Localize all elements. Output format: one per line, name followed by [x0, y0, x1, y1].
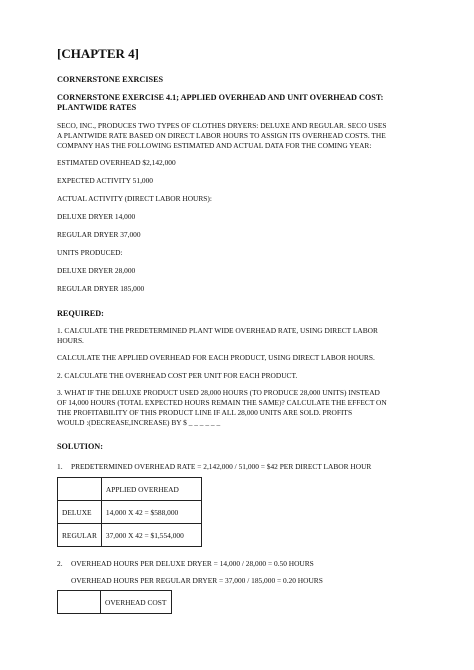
deluxe-dryer-hours: DELUXE DRYER 14,000 [57, 212, 136, 221]
solution-2-number: 2. [57, 559, 63, 568]
table-header-cell: OVERHEAD COST [101, 591, 172, 614]
required-heading: REQUIRED: [57, 309, 104, 318]
requirement-3-line-3: THE PROFITABILITY OF THIS PRODUCT LINE IF ALL 28,000 UNITS ARE SOLD. PROFITS [57, 408, 353, 417]
table-header-row [58, 478, 202, 501]
table-header-row [58, 591, 172, 614]
requirement-2: 2. CALCULATE THE OVERHEAD COST PER UNIT FOR EACH PRODUCT. [57, 371, 298, 380]
applied-overhead-table [57, 477, 202, 547]
table-corner-cell [58, 478, 102, 501]
intro-line-2: A PLANTWIDE RATE BASED ON DIRECT LABOR HOURS TO ASSIGN ITS OVERHEAD COSTS. THE [57, 131, 386, 140]
units-produced-label: UNITS PRODUCED: [57, 248, 123, 257]
solution-1-text: PREDETERMINED OVERHEAD RATE = 2,142,000 / 51,000 = $42 PER DIRECT LABOR HOUR [71, 462, 372, 471]
estimated-overhead: ESTIMATED OVERHEAD $2,142,000 [57, 158, 176, 167]
section-heading: CORNERSTONE EXRCISES [57, 75, 164, 84]
solution-2-line-1: OVERHEAD HOURS PER DELUXE DRYER = 14,000 / 28,000 = 0.50 HOURS [71, 559, 314, 568]
table-corner-cell [58, 591, 101, 614]
solution-1-number: 1. [57, 462, 63, 471]
requirement-3-line-2: OF 14,000 HOURS (TOTAL EXPECTED HOURS REMAIN THE SAME)? CALCULATE THE EFFECT ON [57, 398, 387, 407]
exercise-title-line-2: PLANTWIDE RATES [57, 103, 137, 112]
table-row [58, 524, 202, 547]
overhead-cost-table [57, 590, 172, 614]
intro-line-3: COMPANY HAS THE FOLLOWING ESTIMATED AND ACTUAL DATA FOR THE COMING YEAR: [57, 141, 372, 150]
chapter-heading: [CHAPTER 4] [57, 46, 139, 61]
requirement-1-line-1: 1. CALCULATE THE PREDETERMINED PLANT WIDE OVERHEAD RATE, USING DIRECT LABOR [57, 326, 378, 335]
deluxe-dryer-units: DELUXE DRYER 28,000 [57, 266, 136, 275]
exercise-title-line-1: CORNERSTONE EXERCISE 4.1; APPLIED OVERHEAD AND UNIT OVERHEAD COST: [57, 93, 384, 102]
requirement-3-line-1: 3. WHAT IF THE DELUXE PRODUCT USED 28,000 HOURS (TO PRODUCE 28,000 UNITS) INSTEAD [57, 388, 380, 397]
row-label-deluxe: DELUXE [58, 501, 102, 524]
intro-line-1: SECO, INC., PRODUCES TWO TYPES OF CLOTHES DRYERS: DELUXE AND REGULAR. SECO USES [57, 121, 387, 130]
solution-2-line-2: OVERHEAD HOURS PER REGULAR DRYER = 37,000 / 185,000 = 0.20 HOURS [71, 576, 323, 585]
row-label-regular: REGULAR [58, 524, 102, 547]
table-header-cell: APPLIED OVERHEAD [101, 478, 201, 501]
solution-heading: SOLUTION: [57, 442, 103, 451]
expected-activity: EXPECTED ACTIVITY 51,000 [57, 176, 154, 185]
requirement-1-line-3: CALCULATE THE APPLIED OVERHEAD FOR EACH PRODUCT, USING DIRECT LABOR HOURS. [57, 353, 375, 362]
actual-activity-label: ACTUAL ACTIVITY (DIRECT LABOR HOURS): [57, 194, 212, 203]
regular-dryer-units: REGULAR DRYER 185,000 [57, 284, 145, 293]
requirement-3-line-4: WOULD :(DECREASE,INCREASE) BY $ _ _ _ _ _ _ [57, 418, 221, 427]
row-value-regular: 37,000 X 42 = $1,554,000 [101, 524, 201, 547]
requirement-1-line-2: HOURS. [57, 336, 84, 345]
regular-dryer-hours: REGULAR DRYER 37,000 [57, 230, 141, 239]
table-row [58, 501, 202, 524]
row-value-deluxe: 14,000 X 42 = $588,000 [101, 501, 201, 524]
